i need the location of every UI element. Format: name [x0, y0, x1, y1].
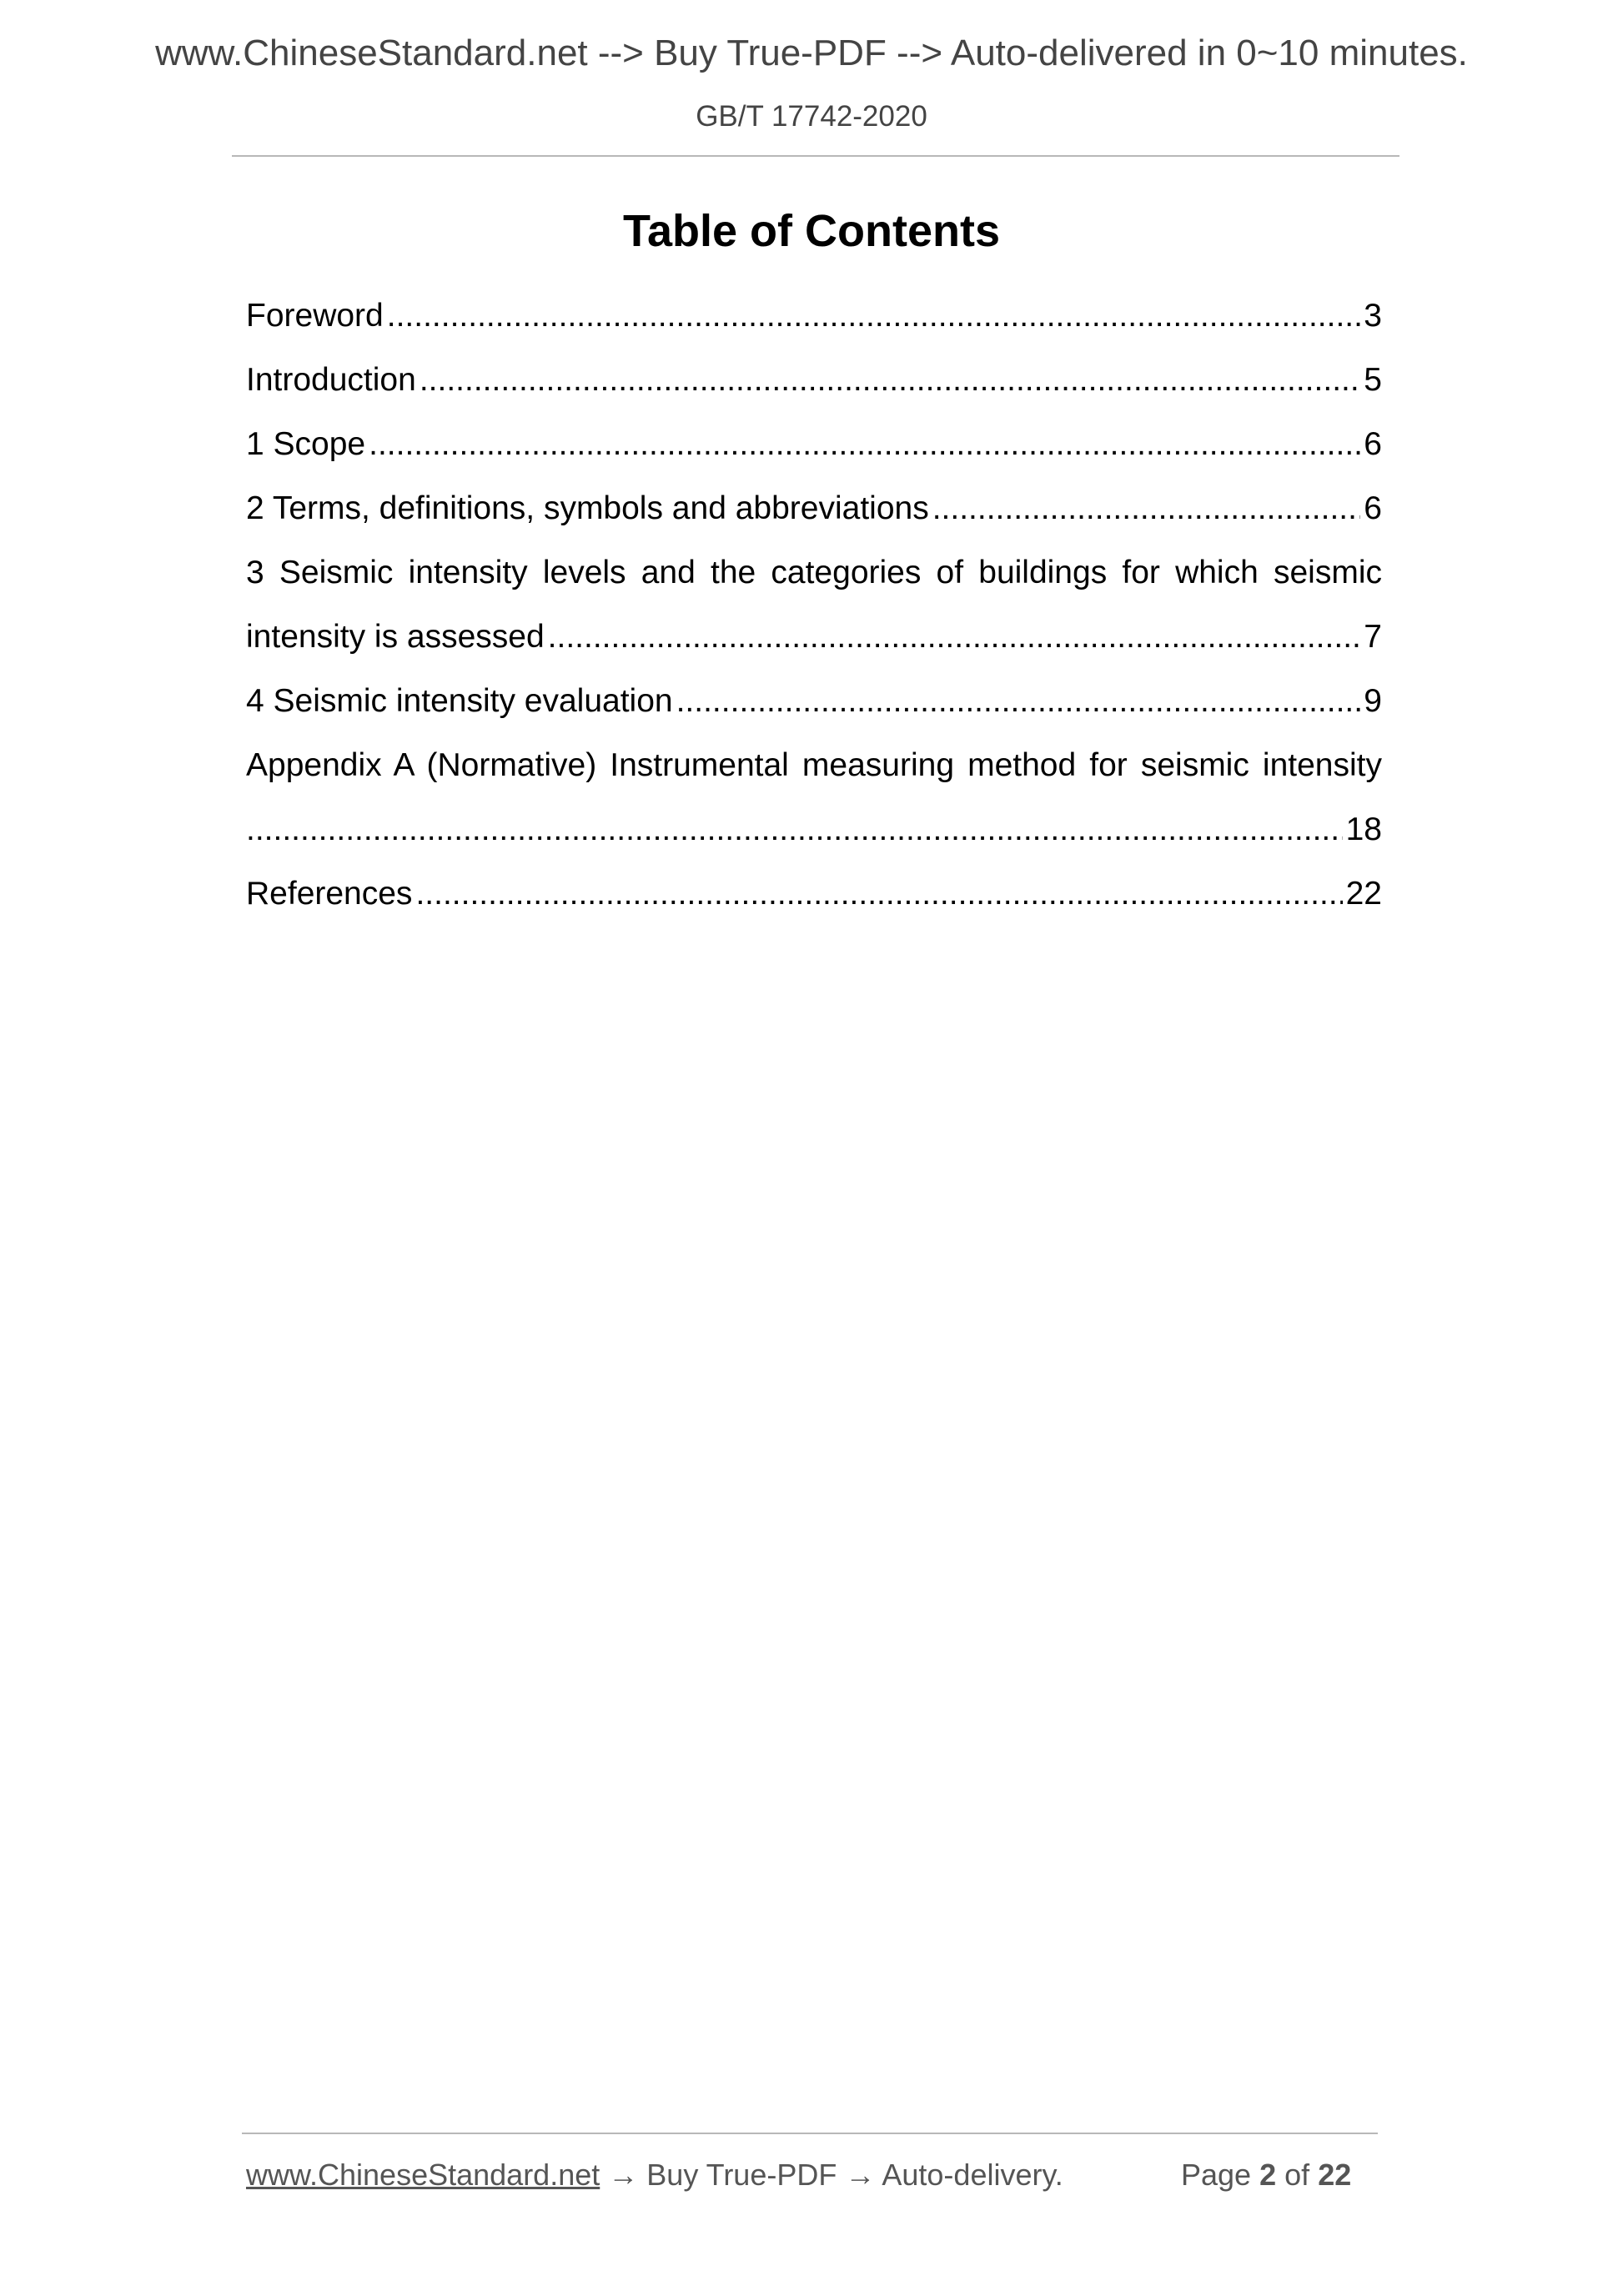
toc-entry-scope[interactable]	[246, 412, 1382, 476]
toc-leader-dots	[676, 669, 1361, 733]
footer-promo	[246, 2160, 1063, 2190]
page-label: Page	[1181, 2158, 1252, 2192]
toc-entry-text: Foreword	[246, 298, 384, 334]
toc-entry-page: 7	[1364, 619, 1382, 655]
toc-leader-dots	[415, 862, 1342, 926]
page-total: 22	[1318, 2158, 1352, 2192]
footer-divider	[242, 2133, 1378, 2134]
footer-site-link[interactable]: www.ChineseStandard.net	[246, 2158, 600, 2192]
toc-leader-dots	[932, 476, 1361, 540]
toc-entry-appendix-a[interactable]	[246, 733, 1382, 862]
site-banner: www.ChineseStandard.net --> Buy True-PDF --> Auto-delivered in 0~10 minutes.	[155, 33, 1468, 73]
toc-entry-foreword[interactable]	[246, 284, 1382, 348]
toc-leader-dots	[548, 605, 1361, 669]
toc-entry-page: 6	[1364, 426, 1382, 462]
page-indicator	[1181, 2160, 1351, 2190]
page-current: 2	[1259, 2158, 1277, 2192]
header-divider	[232, 155, 1399, 157]
toc-entry-page: 5	[1364, 362, 1382, 398]
toc-entry-evaluation[interactable]	[246, 669, 1382, 733]
toc-entry-text: Introduction	[246, 362, 416, 398]
footer-buy-text: Buy True-PDF	[646, 2158, 837, 2192]
toc-entry-text: 1 Scope	[246, 426, 366, 462]
arrow-right-icon: →	[608, 2158, 639, 2192]
toc-entry-text-continued: intensity is assessed	[246, 619, 545, 655]
toc-entry-text: 4 Seismic intensity evaluation	[246, 683, 673, 719]
toc-entry-text: 2 Terms, definitions, symbols and abbreviations	[246, 490, 929, 526]
of-label: of	[1284, 2158, 1310, 2192]
toc-entry-page: 6	[1364, 490, 1382, 526]
toc-entry-text: References	[246, 876, 413, 912]
toc-leader-dots	[246, 797, 1343, 862]
toc-entry-page: 18	[1345, 811, 1382, 847]
toc-entry-text: Appendix A (Normative) Instrumental measuring method for seismic intensity	[246, 747, 1382, 783]
toc-entry-text: 3 Seismic intensity levels and the categories of buildings for which seismic	[246, 555, 1382, 590]
toc-entry-references[interactable]	[246, 862, 1382, 926]
toc-entry-introduction[interactable]	[246, 348, 1382, 412]
toc-entry-intensity-levels[interactable]	[246, 540, 1382, 669]
toc-entry-page: 22	[1345, 876, 1382, 912]
toc-leader-dots	[420, 348, 1360, 412]
toc-title: Table of Contents	[623, 206, 1000, 256]
toc-leader-dots	[369, 412, 1360, 476]
arrow-right-icon: →	[845, 2158, 876, 2192]
toc-entry-page: 3	[1364, 298, 1382, 334]
toc-leader-dots	[387, 284, 1361, 348]
table-of-contents	[246, 284, 1382, 926]
toc-entry-page: 9	[1364, 683, 1382, 719]
toc-entry-terms[interactable]	[246, 476, 1382, 540]
standard-code: GB/T 17742-2020	[696, 100, 927, 133]
footer-delivery-text: Auto-delivery.	[882, 2158, 1063, 2192]
